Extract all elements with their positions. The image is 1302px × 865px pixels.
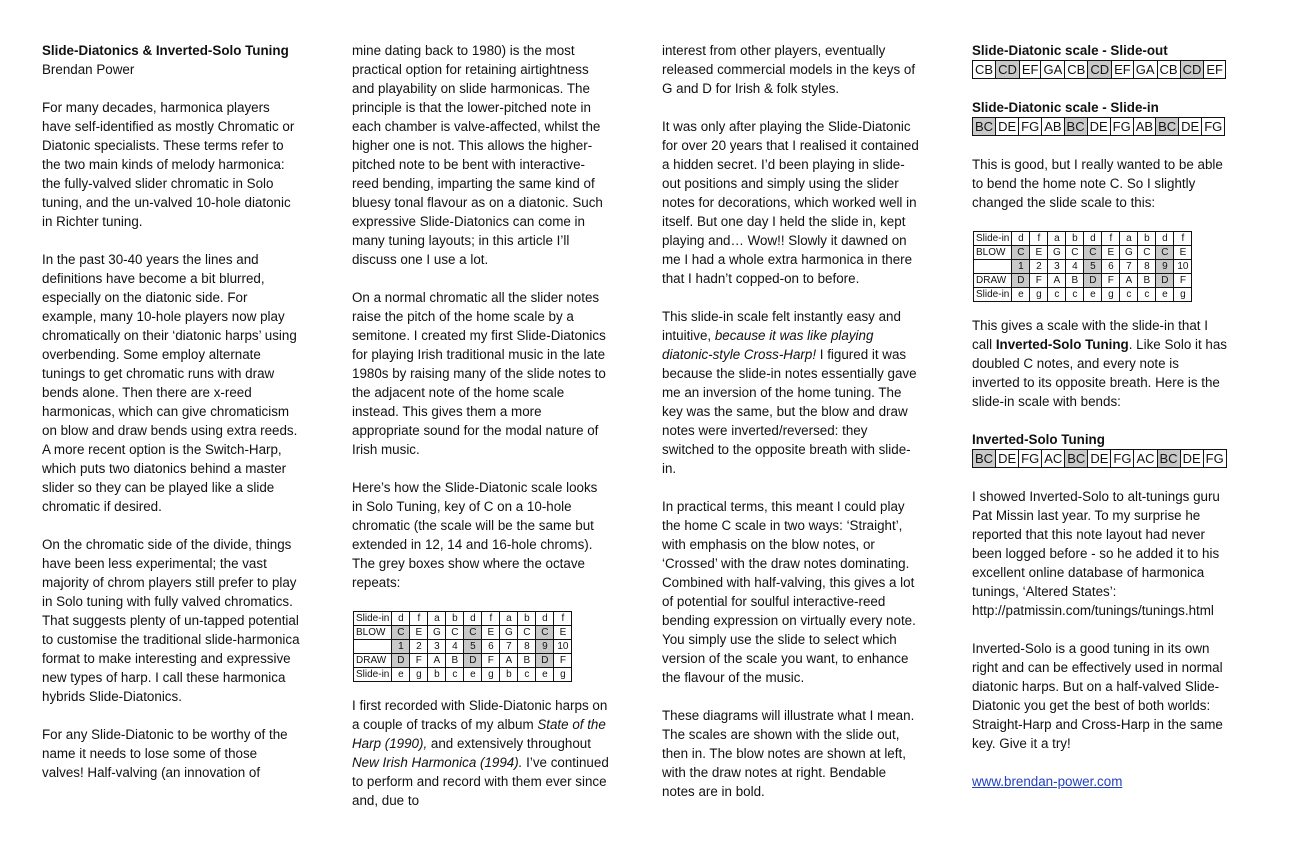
note-cell: b [428,668,446,682]
note-pair-cell: BC [973,450,996,468]
note-cell: 6 [482,640,500,654]
note-cell: F [1174,274,1192,288]
note-cell: E [1030,246,1048,260]
row-label: Slide-in [974,232,1012,246]
note-cell: g [554,668,572,682]
table-row [973,450,1227,468]
paragraph: For any Slide-Diatonic to be worthy of the name it needs to lose some of those valves! Half-valving (an innovation of [42,727,288,780]
table-row [354,640,572,654]
note-cell: 10 [554,640,572,654]
website-link[interactable]: www.brendan-power.com [972,774,1123,789]
paragraph: I showed Inverted-Solo to alt-tunings guru Pat Missin last year. To my surprise he reported that this note layout had never been logged before - so he added it to his excellent online database of harmonica tunings, ‘Altered States’: http://patmissin.com/tunings/tunings.html [972,489,1220,618]
paragraph: For many decades, harmonica players have self-identified as mostly Chromatic or Diatonic specialists. These terms refer to the two main kinds of melody harmonica: the fully-valved slider chromatic in Solo tuning, and the un-valved 10-hole diatonic in Richter tuning. [42,100,295,229]
scale-row-slide-out [972,60,1226,79]
note-pair-cell: DE [1087,118,1110,136]
note-cell: 9 [1156,260,1174,274]
article-author: Brendan Power [42,62,135,77]
paragraph: On the chromatic side of the divide, things have been less experimental; the vast majority of chrom players still prefer to play in Solo tuning with fully valved chromatics. That suggests plenty of un-tapped potential to customise the traditional slide-harmonica format to make interesting and expressive new types of harp. I call these harmonica hybrids Slide-Diatonics. [42,537,300,704]
paragraph: interest from other players, eventually released commercial models in the keys of G and D for Irish & folk styles. [662,43,916,96]
row-label [974,260,1012,274]
note-pair-cell: CD [1180,61,1204,79]
note-cell: f [1030,232,1048,246]
note-pair-cell: AB [1133,118,1155,136]
table-row [354,626,572,640]
note-cell: d [1084,232,1102,246]
note-cell: C [1066,246,1084,260]
row-label: Slide-in [974,288,1012,302]
note-cell: B [1066,274,1084,288]
row-label [354,640,392,654]
note-cell: b [500,668,518,682]
note-cell: C [464,626,482,640]
table-row [354,612,572,626]
scale-row-slide-in [972,117,1225,136]
note-cell: C [1012,246,1030,260]
note-cell: G [428,626,446,640]
row-label: DRAW [354,654,392,668]
note-pair-cell: CD [1088,61,1112,79]
note-cell: D [1084,274,1102,288]
scale-heading-inverted-solo: Inverted-Solo Tuning [972,432,1105,447]
note-cell: 1 [1012,260,1030,274]
note-pair-cell: FG [1019,450,1042,468]
note-pair-cell: DE [1179,118,1202,136]
note-cell: 4 [1066,260,1084,274]
note-pair-cell: DE [1088,450,1111,468]
note-cell: F [1102,274,1120,288]
scale-heading-slide-out: Slide-Diatonic scale - Slide-out [972,43,1168,58]
paragraph: I first recorded with Slide-Diatonic harps on a couple of tracks of my album State of the Harp (1990), and extensively throughout New Irish Harmonica (1994). I’ve continued to perform and record with them ever since and, due to [352,698,609,808]
note-pair-cell: CB [1157,61,1180,79]
note-pair-cell: FG [1110,118,1133,136]
note-pair-cell: BC [1157,450,1180,468]
paragraph: In practical terms, this meant I could play the home C scale in two ways: ‘Straight’, with emphasis on the blow notes, or ‘Crossed’ with the draw notes dominating. Combined with half-valving, this gives a lot of potential for soulful interactive-reed bending expression on virtually every note. You simply use the slide to select which version of the scale you want, to enhance the flavour of the music. [662,499,916,685]
note-cell: D [464,654,482,668]
note-pair-cell: FG [1019,118,1042,136]
column-4 [972,41,1230,791]
note-cell: g [1174,288,1192,302]
note-cell: 5 [1084,260,1102,274]
note-pair-cell: EF [1019,61,1041,79]
column-3 [662,41,920,820]
note-cell: g [1102,288,1120,302]
note-cell: a [1048,232,1066,246]
table-row [974,288,1192,302]
modified-scale-table [973,231,1192,302]
paragraph: This is good, but I really wanted to be able to bend the home note C. So I slightly changed the slide scale to this: [972,157,1223,210]
note-cell: d [1012,232,1030,246]
note-pair-cell: CD [996,61,1020,79]
note-cell: b [446,612,464,626]
note-cell: C [536,626,554,640]
note-pair-cell: EF [1204,61,1226,79]
note-cell: f [410,612,428,626]
note-cell: D [536,654,554,668]
paragraph: This slide-in scale felt instantly easy and intuitive, because it was like playing diatonic-style Cross-Harp! I figured it was because the slide-in notes essentially gave me an inversion of the home tuning. The key was the same, but the blow and draw notes were inverted/reversed: they switched to the opposite breath with slide-in. [662,309,917,476]
note-cell: g [1030,288,1048,302]
table-row [973,118,1225,136]
note-cell: A [500,654,518,668]
note-cell: 8 [1138,260,1156,274]
note-pair-cell: FG [1203,450,1226,468]
note-pair-cell: DE [996,118,1019,136]
note-cell: c [1138,288,1156,302]
note-cell: C [1138,246,1156,260]
note-cell: 9 [536,640,554,654]
table-row [354,668,572,682]
paragraph: In the past 30-40 years the lines and definitions have become a bit blurred, especially on the diatonic side. For example, many 10-hole players now play chromatically on their ‘diatonic harps’ using overbending. Some employ alternate tunings to get chromatic runs with draw bends alone. Then there are x-reed harmonicas, which can give chromaticism on blow and draw bends using extra reeds. A more recent option is the Switch-Harp, which puts two diatonics behind a master slider so they can be played like a slide chromatic if desired. [42,252,298,514]
note-cell: C [1156,246,1174,260]
note-cell: 2 [1030,260,1048,274]
note-cell: b [1066,232,1084,246]
note-cell: B [518,654,536,668]
table-row [974,246,1192,260]
note-cell: e [1156,288,1174,302]
note-cell: G [500,626,518,640]
table-row [974,260,1192,274]
solo-tuning-table [353,611,572,682]
note-pair-cell: BC [1064,118,1087,136]
note-cell: D [1156,274,1174,288]
article-title: Slide-Diatonics & Inverted-Solo Tuning [42,43,289,58]
note-cell: 1 [392,640,410,654]
note-cell: F [482,654,500,668]
note-cell: e [464,668,482,682]
note-cell: d [464,612,482,626]
note-cell: f [1102,232,1120,246]
note-cell: c [1120,288,1138,302]
note-cell: E [1174,246,1192,260]
note-cell: g [410,668,428,682]
note-cell: g [482,668,500,682]
note-cell: A [428,654,446,668]
note-cell: 7 [1120,260,1138,274]
row-label: Slide-in [354,668,392,682]
note-cell: A [1120,274,1138,288]
note-pair-cell: DE [996,450,1019,468]
note-cell: f [554,612,572,626]
note-pair-cell: AC [1042,450,1065,468]
row-label: BLOW [974,246,1012,260]
scale-heading-slide-in: Slide-Diatonic scale - Slide-in [972,100,1159,115]
note-pair-cell: BC [1156,118,1179,136]
note-cell: E [554,626,572,640]
note-cell: C [446,626,464,640]
note-cell: a [1120,232,1138,246]
note-cell: 3 [428,640,446,654]
note-pair-cell: GA [1041,61,1065,79]
note-cell: 6 [1102,260,1120,274]
note-cell: F [554,654,572,668]
note-pair-cell: GA [1133,61,1157,79]
note-pair-cell: BC [973,118,996,136]
row-label: DRAW [974,274,1012,288]
note-cell: E [1102,246,1120,260]
note-pair-cell: FG [1202,118,1225,136]
note-cell: f [1174,232,1192,246]
note-cell: E [482,626,500,640]
note-pair-cell: AC [1134,450,1157,468]
note-cell: e [1084,288,1102,302]
note-cell: G [1048,246,1066,260]
note-cell: e [392,668,410,682]
note-cell: F [410,654,428,668]
note-cell: A [1048,274,1066,288]
note-pair-cell: BC [1065,450,1088,468]
table-row [354,654,572,668]
column-2 [352,41,610,829]
note-cell: e [536,668,554,682]
note-cell: C [1084,246,1102,260]
note-cell: b [518,612,536,626]
note-cell: e [1012,288,1030,302]
column-1 [42,41,300,801]
table-row [974,232,1192,246]
note-cell: C [392,626,410,640]
note-cell: G [1120,246,1138,260]
paragraph: Inverted-Solo is a good tuning in its own right and can be effectively used in normal diatonic harps. But on a half-valved Slide-Diatonic you get the best of both worlds: Straight-Harp and Cross-Harp in the same key. Give it a try! [972,641,1223,751]
note-pair-cell: EF [1112,61,1134,79]
note-cell: d [392,612,410,626]
note-cell: D [392,654,410,668]
table-row [974,274,1192,288]
note-cell: a [428,612,446,626]
note-cell: D [1012,274,1030,288]
row-label: Slide-in [354,612,392,626]
paragraph: This gives a scale with the slide-in that I call Inverted-Solo Tuning. Like Solo it has doubled C notes, and every note is inverted to its opposite breath. Here is the slide-in scale with bends: [972,318,1227,409]
note-cell: E [410,626,428,640]
note-cell: c [446,668,464,682]
note-cell: b [1138,232,1156,246]
note-cell: d [1156,232,1174,246]
note-cell: 3 [1048,260,1066,274]
note-cell: C [518,626,536,640]
note-pair-cell: CB [973,61,996,79]
note-cell: 2 [410,640,428,654]
paragraph: Here’s how the Slide-Diatonic scale looks in Solo Tuning, key of C on a 10-hole chromatic (the scale will be the same but extended in 12, 14 and 16-hole chroms). The grey boxes show where the octave repeats: [352,480,598,590]
note-cell: B [1138,274,1156,288]
note-pair-cell: FG [1111,450,1134,468]
note-pair-cell: DE [1180,450,1203,468]
note-pair-cell: AB [1042,118,1064,136]
note-cell: F [1030,274,1048,288]
paragraph: It was only after playing the Slide-Diatonic for over 20 years that I realised it contained a hidden secret. I’d been playing in slide-out positions and simply using the slider notes for decorations, which worked well in itself. But one day I held the slide in, kept playing and… Wow!! Slowly it dawned on me I had a whole extra harmonica in there that I hadn’t copped-on to before. [662,119,919,286]
note-cell: c [518,668,536,682]
note-cell: 10 [1174,260,1192,274]
paragraph: On a normal chromatic all the slider notes raise the pitch of the home scale by a semitone. I created my first Slide-Diatonics for playing Irish traditional music in the late 1980s by raising many of the slide notes to the adjacent note of the home scale instead. This gives them a more appropriate sound for the modal nature of Irish music. [352,290,606,457]
note-cell: B [446,654,464,668]
paragraph: These diagrams will illustrate what I mean. The scales are shown with the slide out, then in. The blow notes are shown at left, with the draw notes at right. Bendable notes are in bold. [662,708,915,799]
table-row [973,61,1226,79]
note-cell: c [1066,288,1084,302]
note-cell: 8 [518,640,536,654]
note-cell: d [536,612,554,626]
note-cell: 4 [446,640,464,654]
note-cell: c [1048,288,1066,302]
note-cell: 7 [500,640,518,654]
note-cell: 5 [464,640,482,654]
row-label: BLOW [354,626,392,640]
scale-row-inverted-solo [972,449,1227,468]
note-cell: a [500,612,518,626]
note-cell: f [482,612,500,626]
paragraph: mine dating back to 1980) is the most practical option for retaining airtightness and playability on slide harmonicas. The principle is that the lower-pitched note in each chamber is valve-affected, whilst the higher one is not. This allows the higher-pitched note to be bent with interactive-reed bending, imparting the same kind of bluesy tonal flavour as on a diatonic. Such expressive Slide-Diatonics can come in many tuning layouts; in this article I’ll discuss one I use a lot. [352,43,603,267]
note-pair-cell: CB [1065,61,1088,79]
